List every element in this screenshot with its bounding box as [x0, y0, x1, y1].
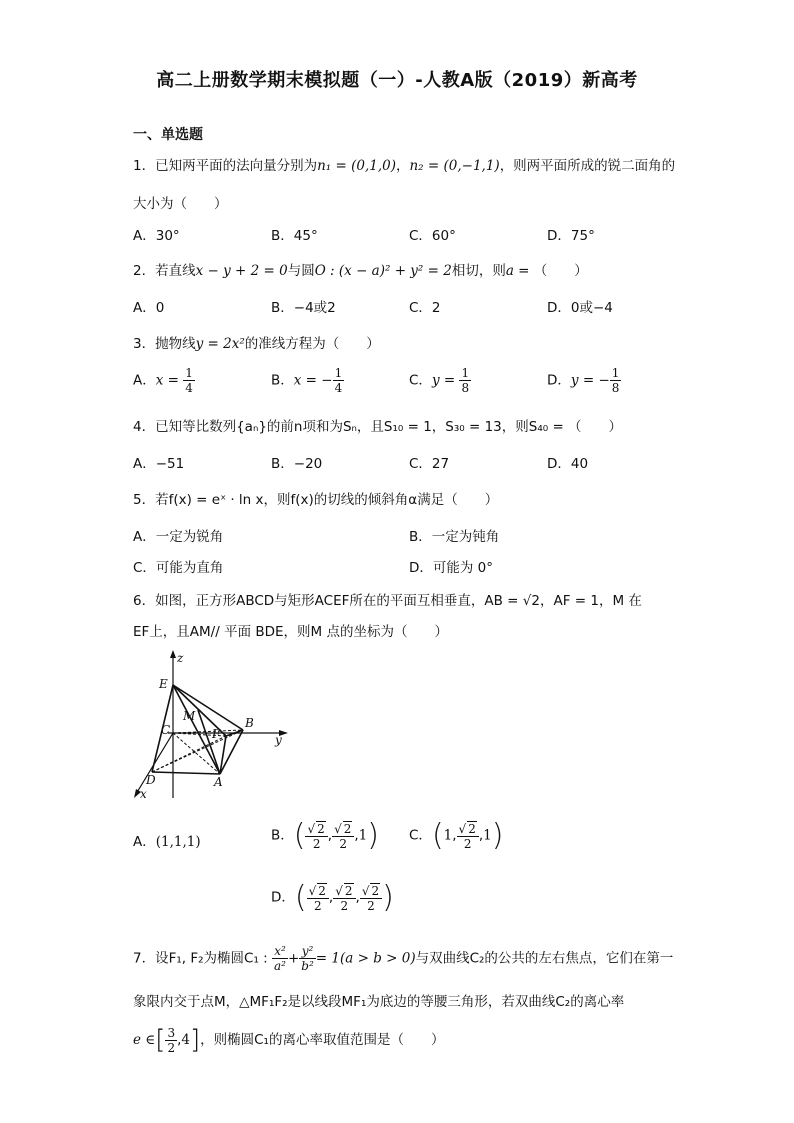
coordinate-one: 1: [443, 827, 453, 844]
option-label: B．: [271, 372, 294, 389]
fraction-y: [299, 944, 316, 973]
fraction: [305, 821, 327, 851]
question-3-suffix: 的准线方程为（ ）: [244, 336, 380, 352]
denominator: 8: [461, 381, 470, 395]
left-paren: (: [294, 880, 307, 915]
option-lhs: x =: [293, 372, 317, 389]
question-1-suffix: ，则两平面所成的锐二面角的: [499, 158, 676, 174]
section-heading: 一、单选题: [133, 127, 203, 143]
label-y: y: [275, 733, 282, 747]
denominator: 2: [367, 898, 375, 913]
radicand: 2: [468, 821, 476, 836]
fraction: [183, 366, 195, 395]
label-m: M: [183, 709, 196, 723]
numerator: √ 2: [333, 883, 355, 899]
question-2-end: = （ ）: [513, 263, 588, 279]
q6-option-c[interactable]: C．(1, $\frac{√ 2}{2}$ ,1): [409, 818, 504, 853]
label-x: x: [140, 787, 147, 800]
denominator: 2: [312, 836, 321, 851]
fraction: [459, 366, 471, 395]
variable-a: a: [505, 263, 514, 279]
question-6-line-2: EF上，且AM// 平面 BDE，则M 点的坐标为（ ）: [133, 624, 448, 640]
fraction: [610, 366, 622, 395]
q2-option-a[interactable]: A．0: [133, 300, 165, 316]
numerator: y²: [299, 944, 316, 959]
denominator: 2: [167, 1040, 176, 1055]
fraction: [332, 821, 354, 851]
q5-option-a[interactable]: A．一定为锐角: [133, 529, 224, 545]
question-1-line-1: [133, 154, 675, 174]
question-7-line-1: 7．设F₁, F₂为椭圆C₁ : $\frac{\text{x²}}{\text{a²}}$ + $\frac{\text{y²}}{\text{b²}}$ = 1(a > b > 0)与双曲线C₂的公共的左右焦点，它们在第一: [133, 944, 674, 973]
q4-option-b[interactable]: B．−20: [271, 456, 323, 472]
q2-option-b[interactable]: B．−4或2: [271, 300, 336, 316]
numerator: √ 2: [307, 883, 329, 899]
denominator: 8: [611, 381, 620, 395]
q2-option-c[interactable]: C．2: [409, 300, 441, 316]
geometry-figure: [128, 648, 298, 800]
line-equation: x − y + 2 = 0: [195, 263, 288, 279]
option-label: C．: [409, 372, 432, 389]
option-label: A．: [133, 834, 156, 850]
q1-option-d[interactable]: D．75°: [547, 228, 595, 244]
right-paren: ): [382, 880, 394, 915]
question-7-suffix: 与双曲线C₂的公共的左右焦点，它们在第一: [415, 950, 674, 967]
minus-sign: −: [598, 372, 610, 389]
q3-option-d[interactable]: [547, 366, 621, 395]
q1-option-c[interactable]: C．60°: [409, 228, 456, 244]
denominator: 4: [185, 381, 193, 395]
point-coordinates: (1,1,1): [155, 834, 201, 850]
label-a: A: [214, 775, 223, 789]
q5-option-b[interactable]: B．一定为钝角: [409, 529, 500, 545]
label-d: D: [146, 773, 156, 787]
minus-sign: −: [321, 372, 333, 389]
fraction: [333, 366, 345, 395]
label-c: C: [161, 723, 171, 737]
left-paren: (: [293, 818, 306, 853]
denominator: a²: [274, 959, 286, 973]
question-7-line-2: 象限内交于点M，△MF₁F₂是以线段MF₁为底边的等腰三角形，若双曲线C₂的离心率: [133, 994, 625, 1010]
numerator: √ 2: [457, 821, 479, 837]
fraction: [307, 883, 329, 913]
circle-equation: O : (x − a)² + y² = 2: [314, 263, 452, 279]
q6-option-b[interactable]: B．( $\frac{√ 2}{2}$ , $\frac{√ 2}{2}$ ,1): [271, 818, 379, 853]
fraction: [360, 883, 382, 913]
q1-option-a[interactable]: A．30°: [133, 228, 180, 244]
radicand: 2: [318, 883, 326, 898]
question-6-line-1: 6．如图，正方形ABCD与矩形ACEF所在的平面互相垂直，AB = √2，AF = 1，M 在: [133, 593, 642, 609]
numerator: √ 2: [360, 883, 382, 899]
normal-vector-2: n₂ = (0,−1,1): [409, 158, 500, 174]
radicand: 2: [371, 883, 380, 898]
option-lhs: x =: [155, 372, 179, 389]
option-lhs: y =: [570, 372, 595, 389]
option-label: D．: [547, 372, 571, 389]
numerator: 1: [185, 366, 193, 380]
eccentricity-prefix: e ∈: [133, 1032, 156, 1048]
label-b: B: [245, 716, 254, 730]
label-f: F: [212, 727, 221, 741]
q4-option-c[interactable]: C．27: [409, 456, 450, 472]
q4-option-a[interactable]: A．−51: [133, 456, 185, 472]
q6-option-a[interactable]: [133, 830, 201, 850]
option-label: D．: [271, 889, 295, 906]
question-2-text: [133, 259, 588, 279]
radicand: 2: [344, 883, 353, 898]
label-e: E: [159, 677, 168, 691]
coordinate-one: 1: [358, 827, 368, 844]
fraction-x: [272, 944, 288, 973]
numerator: x²: [272, 944, 288, 959]
q2-option-d[interactable]: D．0或−4: [547, 300, 613, 316]
question-7-line-3-suffix: ，则椭圆C₁的离心率取值范围是（ ）: [200, 1032, 445, 1048]
q3-option-c[interactable]: [409, 366, 471, 395]
question-7-prefix: 7．设F₁, F₂为椭圆C₁ :: [133, 950, 268, 967]
question-2-suffix: 相切，则: [451, 263, 506, 279]
radicand: 2: [343, 821, 352, 836]
q5-option-d[interactable]: D．可能为 0°: [409, 560, 494, 576]
denominator: 2: [313, 898, 322, 913]
right-bracket: ]: [189, 1025, 201, 1055]
normal-vector-1: n₁ = (0,1,0): [317, 158, 396, 174]
q3-option-a[interactable]: [133, 366, 195, 395]
numerator: 1: [334, 366, 343, 380]
option-label: C．: [409, 827, 432, 844]
option-lhs: y =: [431, 372, 456, 389]
q1-option-b[interactable]: B．45°: [271, 228, 318, 244]
left-bracket: [: [155, 1025, 166, 1055]
denominator: 2: [340, 898, 349, 913]
radicand: 2: [317, 821, 325, 836]
question-1-prefix: 1．已知两平面的法向量分别为: [133, 158, 318, 174]
coordinate-one: 1: [483, 827, 492, 844]
q4-option-d[interactable]: D．40: [547, 456, 589, 472]
option-label: A．: [133, 372, 156, 389]
q3-option-b[interactable]: [271, 366, 344, 395]
question-4-text: 4．已知等比数列{aₙ}的前n项和为Sₙ，且S₁₀ = 1，S₃₀ = 13，则S₄₀ = （ ）: [133, 419, 623, 435]
question-1-line-2: 大小为（ ）: [133, 196, 228, 212]
parabola-equation: y = 2x²: [195, 336, 245, 352]
q6-option-d[interactable]: D．( $\frac{√ 2}{2}$ , $\frac{√ 2}{2}$ , $\frac{√ 2}{2}$ ): [271, 880, 394, 915]
numerator: 1: [461, 366, 470, 380]
right-paren: ): [491, 818, 504, 853]
denominator: 2: [463, 836, 472, 851]
page-title: 高二上册数学期末模拟题（一）-人教A版（2019）新高考: [156, 70, 638, 91]
numerator: √ 2: [305, 821, 327, 837]
question-3-text: [133, 332, 380, 352]
question-2-prefix: 2．若直线: [133, 263, 196, 279]
ellipse-condition: = 1(a > b > 0): [315, 950, 416, 967]
interval-fraction: [165, 1026, 177, 1055]
question-5-text: 5．若f(x) = eˣ · ln x，则f(x)的切线的倾斜角α满足（ ）: [133, 492, 499, 508]
denominator: 4: [334, 381, 343, 395]
question-2-mid: 与圆: [287, 263, 315, 279]
numerator: √ 2: [332, 821, 354, 837]
right-paren: ): [367, 818, 379, 853]
numerator: 1: [611, 366, 620, 380]
question-1-separator: ，: [395, 158, 410, 174]
question-7-line-3: e ∈[ $\frac{3}{2}$ ,4]，则椭圆C₁的离心率取值范围是（ ）: [133, 1025, 445, 1055]
interval-end: 4: [181, 1032, 190, 1048]
question-3-prefix: 3．抛物线: [133, 336, 196, 352]
fraction: [333, 883, 355, 913]
q5-option-c[interactable]: C．可能为直角: [133, 560, 224, 576]
denominator: 2: [339, 836, 348, 851]
option-label: B．: [271, 827, 294, 844]
label-z: z: [177, 651, 184, 665]
numerator: 3: [167, 1025, 176, 1040]
fraction: [457, 821, 479, 851]
z-axis-arrow: [170, 650, 176, 658]
left-paren: (: [431, 818, 444, 853]
denominator: b²: [301, 959, 314, 973]
